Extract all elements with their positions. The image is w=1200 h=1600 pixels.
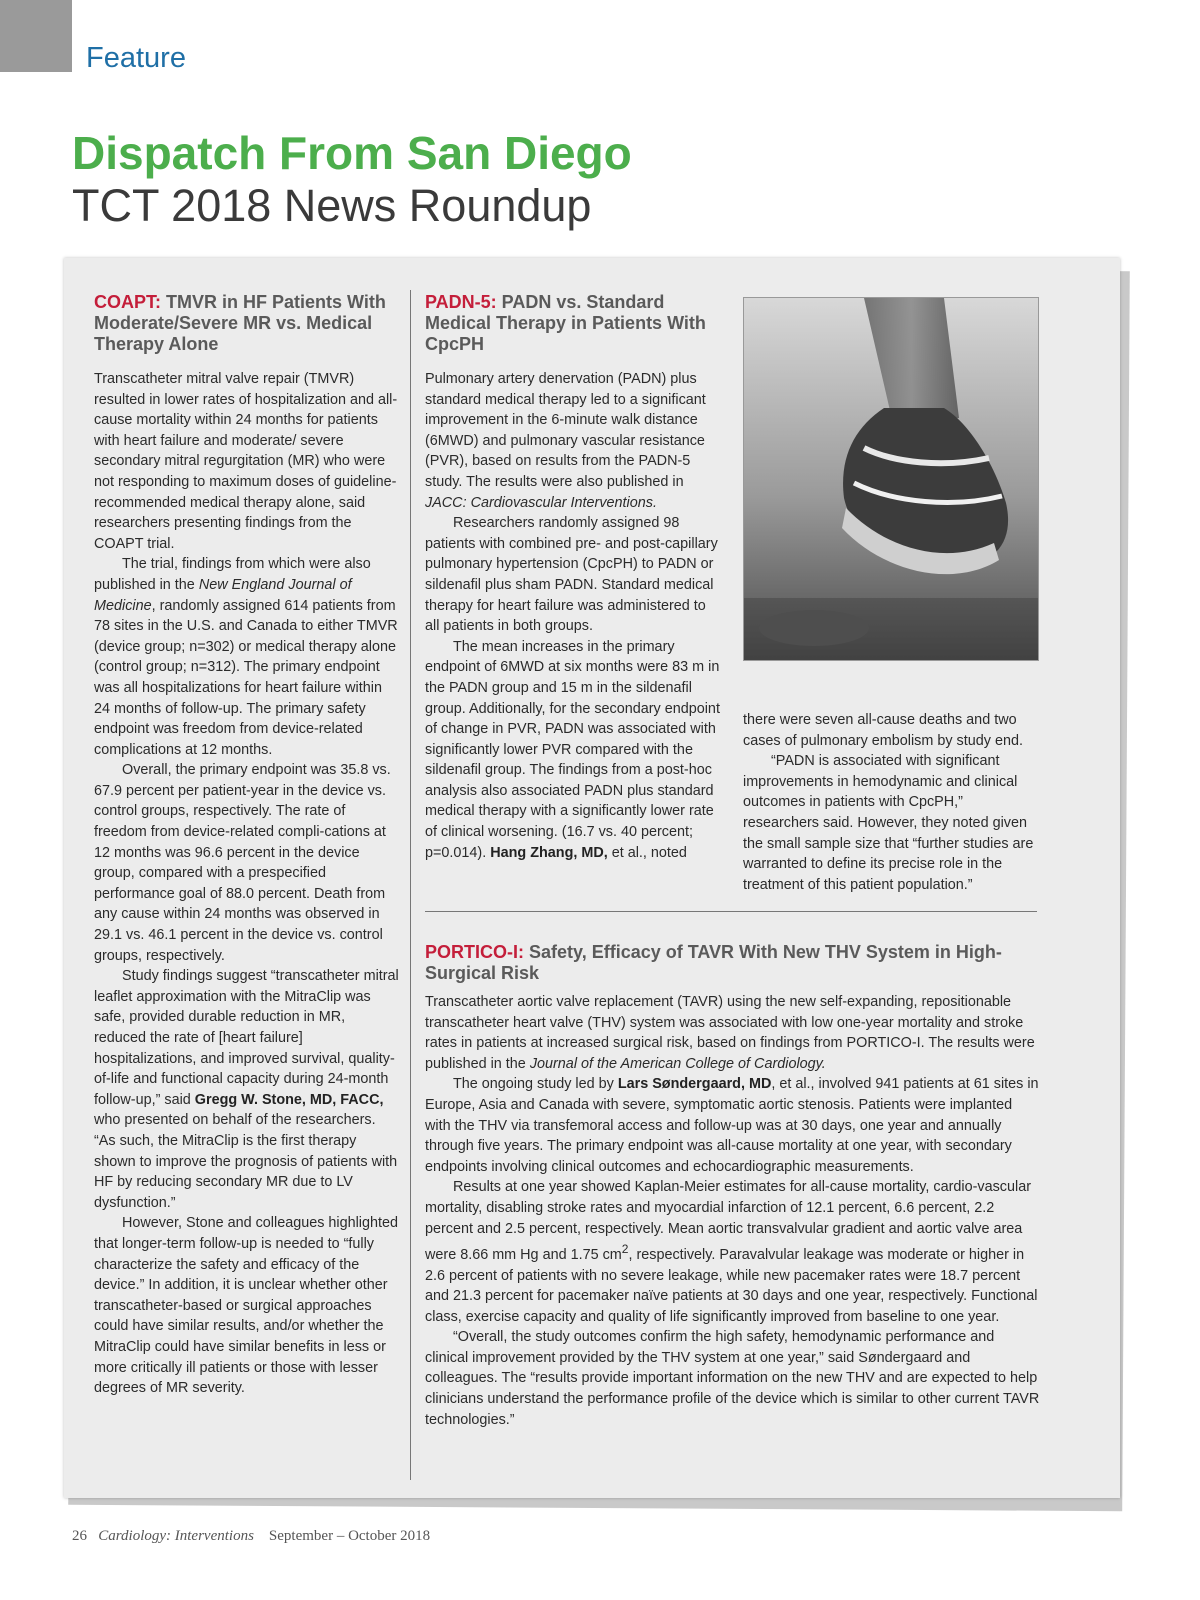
portico-heading — [425, 942, 1040, 984]
padn-paragraph: “PADN is associated with significant improvements in hemodynamic and clinical outcomes in patients with CpcPH,” researchers said. However, they noted given the small sample size that “further studies are warranted to define its precise role in the treatment of this patient population.” — [743, 753, 1034, 893]
portico-paragraph: Results at one year showed Kaplan-Meier estimates for all-cause mortality, cardio-vascular mortality, disabling stroke rates and myocardial infarction of 12.1 percent, 6.6 percent, 2.2 percent and 2.5 percent, respectively. Mean aortic transvalvular gradient and aortic valve area were 8.66 mm Hg and 1.75 $cm^2$, respectively. Paravalvular leakage was moderate or higher in 2.6 percent of patients with no severe leakage, while new pacemaker rates were 18.7 percent and 21.3 percent for pacemaker naïve patients at 30 days and one year, respectively. Functional class, exercise capacity and quality of life significantly improved from baseline to one year. — [425, 1179, 1038, 1325]
page-footer — [72, 1528, 430, 1545]
subheadline: TCT 2018 News Roundup — [72, 180, 592, 231]
coapt-heading — [94, 292, 400, 355]
padn-title: PADN vs. Standard Medical Therapy in Patients With CpcPH — [425, 292, 706, 354]
coapt-paragraph: The trial, findings from which were also published in the New England Journal of Medicine, randomly assigned 614 patients from 78 sites in the U.S. and Canada to either TMVR (device group; n=302) or medical therapy alone (control group; n=312). The primary endpoint was all hospitalizations for heart failure within 24 months of follow-up. The primary safety endpoint was freedom from device-related complications at 12 months. — [94, 556, 398, 758]
headline: Dispatch From San Diego — [72, 127, 632, 179]
coapt-paragraph: Overall, the primary endpoint was 35.8 vs. 67.9 percent per patient-year in the device vs. control groups, respectively. The rate of freedom from device-related compli-cations at 12 months was 96.6 percent in the device group, compared with a prespecified performance goal of 88.0 percent. Death from any cause within 24 months was observed in 29.1 vs. 46.1 percent in the device vs. control groups, respectively. — [94, 762, 391, 964]
coapt-tag: COAPT: — [94, 292, 161, 312]
portico-article — [425, 942, 1040, 1430]
padn-continuation — [743, 710, 1041, 895]
padn-paragraph: Researchers randomly assigned 98 patients with combined pre- and post-capillary pulmonary hypertension (CpcPH) to PADN or sildenafil plus sham PADN. Standard medical therapy for heart failure was administered to all patients in both groups. — [425, 515, 718, 635]
padn-heading — [425, 292, 723, 355]
padn-paragraph: Pulmonary artery denervation (PADN) plus standard medical therapy led to a significant improvement in the 6-minute walk distance (6MWD) and pulmonary vascular resistance (PVR), based on results from the PADN-5 study. The results were also published in JACC: Cardiovascular Interventions. — [425, 371, 706, 511]
coapt-title: TMVR in HF Patients With Moderate/Severe MR vs. Medical Therapy Alone — [94, 292, 386, 354]
coapt-article — [94, 292, 400, 1399]
portico-paragraph: The ongoing study led by Lars Søndergaard, MD, et al., involved 941 patients at 61 sites in Europe, Asia and Canada with severe, symptomatic aortic stenosis. Patients were implanted with the THV via transfemoral access and follow-up was at 30 days, one year and annually through five years. The primary endpoint was all-cause mortality at one year, with secondary endpoints involving clinical outcomes and echocardiographic measurements. — [425, 1076, 1039, 1175]
portico-title: Safety, Efficacy of TAVR With New THV System in High-Surgical Risk — [425, 942, 1002, 983]
column-divider — [410, 290, 411, 1480]
coapt-paragraph: However, Stone and colleagues highlighted that longer-term follow-up is needed to “fully characterize the safety and efficacy of the device.” In addition, it is unclear whether other transcatheter-based or surgical approaches could have similar results, and/or whether the MitraClip could have similar benefits in less or more critically ill patients or those with lesser degrees of MR severity. — [94, 1215, 399, 1397]
padn-paragraph: there were seven all-cause deaths and two cases of pulmonary embolism by study end. — [743, 712, 1023, 749]
portico-paragraph: Transcatheter aortic valve replacement (TAVR) using the new self-expanding, repositionable transcatheter heart valve (THV) system was associated with low one-year mortality and stroke rates in patients at increased surgical risk, based on findings from PORTICO-I. The results were published in the Journal of the American College of Cardiology. — [425, 994, 1035, 1072]
coapt-paragraph: Transcatheter mitral valve repair (TMVR) resulted in lower rates of hospitalization and all-cause mortality within 24 months for patients with heart failure and moderate/ severe secondary mitral regurgitation (MR) who were not responding to maximum doses of guideline-recommended medical therapy alone, said researchers presenting findings from the COAPT trial. — [94, 371, 398, 552]
running-shoe-photo — [743, 297, 1039, 661]
page-number: 26 — [72, 1528, 87, 1544]
corner-block — [0, 0, 72, 72]
portico-paragraph: “Overall, the study outcomes confirm the high safety, hemodynamic performance and clinical improvement provided by the THV system at one year,” said Søndergaard and colleagues. The “results provide important information on the new THV and are expected to help clinicians understand the performance profile of the device which is similar to other current TAVR technologies.” — [425, 1329, 1040, 1428]
padn-tag: PADN-5: — [425, 292, 497, 312]
portico-tag: PORTICO-I: — [425, 942, 524, 962]
padn-article — [425, 292, 723, 863]
issue-date: September – October 2018 — [268, 1528, 431, 1544]
section-divider — [425, 911, 1037, 912]
section-label: Feature — [86, 42, 186, 74]
padn-paragraph: The mean increases in the primary endpoint of 6MWD at six months were 83 m in the PADN group and 15 m in the sildenafil group. Additionally, for the secondary endpoint of change in PVR, PADN was associated with significantly lower PVR compared with the sildenafil group. The findings from a post-hoc analysis also associated PADN plus standard medical therapy with a significantly lower rate of clinical worsening. (16.7 vs. 40 percent; p=0.014). Hang Zhang, MD, et al., noted — [425, 638, 720, 861]
publication-name: Cardiology: Interventions — [98, 1528, 254, 1544]
coapt-paragraph: Study findings suggest “transcatheter mitral leaflet approximation with the MitraClip was safe, provided durable reduction in MR, reduced the rate of [heart failure] hospitalizations, and improved survival, quality-of-life and functional capacity during 24-month follow-up,” said Gregg W. Stone, MD, FACC, who presented on behalf of the researchers. “As such, the MitraClip is the first therapy shown to improve the prognosis of patients with HF by reducing secondary MR due to LV dysfunction.” — [94, 968, 399, 1211]
